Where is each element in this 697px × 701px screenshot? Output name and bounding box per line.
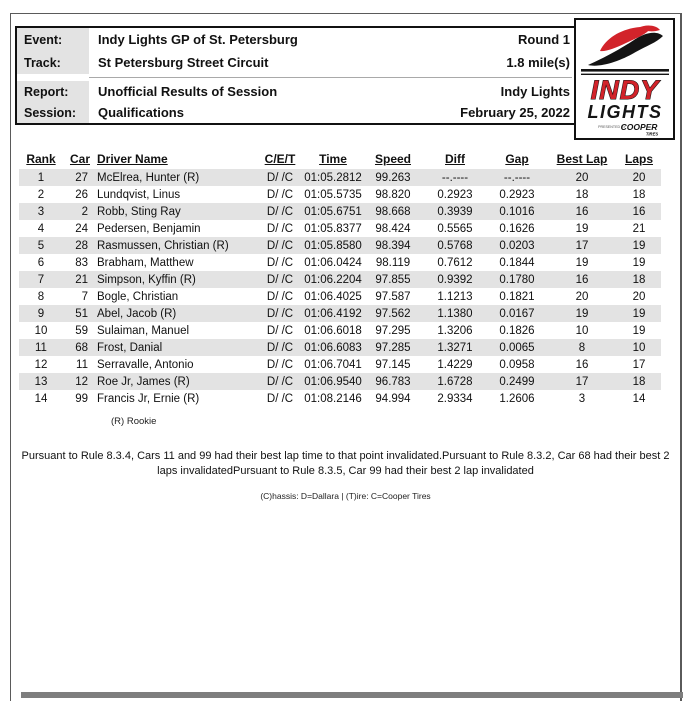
- cell-cet: D/ /C: [266, 375, 294, 388]
- result-row: [19, 237, 661, 254]
- cell-diff: 0.3939: [437, 205, 473, 218]
- cell-cet: D/ /C: [266, 222, 294, 235]
- col-header-time-label: Time: [319, 152, 347, 166]
- rules-note: Pursuant to Rule 8.3.4, Cars 11 and 99 had their best lap time to that point invalidated.Pursuant to Rule 8.3.2, Car 68 had their best 2 laps invalidatedPursuant to Rule 8.3.5, Car 99 had their best 2 lap invalidated: [21, 450, 670, 477]
- result-row: [19, 169, 661, 186]
- cell-time: 01:06.2204: [304, 273, 362, 286]
- cell-time: 01:08.2146: [304, 392, 362, 405]
- result-row: [19, 322, 661, 339]
- cell-driver: McElrea, Hunter (R): [97, 171, 200, 184]
- cell-speed: 97.145: [375, 358, 411, 371]
- date-value: February 25, 2022: [460, 105, 570, 120]
- cell-car: 83: [75, 256, 88, 269]
- cell-car: 59: [75, 324, 88, 337]
- event-label: Event:: [17, 28, 89, 51]
- cell-gap: --.----: [503, 171, 531, 184]
- cell-car: 24: [75, 222, 88, 235]
- col-header-car-label: Car: [69, 152, 90, 166]
- event-info-header: [15, 26, 621, 125]
- cell-diff: 1.1380: [437, 307, 473, 320]
- cell-laps: 20: [632, 171, 646, 184]
- cell-laps: 10: [632, 341, 646, 354]
- event-value: Indy Lights GP of St. Petersburg: [98, 32, 298, 47]
- logo-text-tires: TIRES: [645, 131, 659, 137]
- cell-best-lap: 16: [575, 273, 589, 286]
- cell-rank: 8: [37, 290, 45, 303]
- cell-car: 7: [81, 290, 88, 303]
- col-header-driver-label: Driver Name: [97, 152, 168, 166]
- cell-rank: 1: [37, 171, 45, 184]
- cell-speed: 96.783: [375, 375, 411, 388]
- rookie-note: (R) Rookie: [111, 416, 157, 427]
- cell-rank: 5: [37, 239, 45, 252]
- col-header-cet-label: C/E/T: [264, 152, 296, 166]
- cell-gap: 0.2923: [499, 188, 535, 201]
- result-row: [19, 288, 661, 305]
- cell-gap: 0.2499: [499, 375, 535, 388]
- cell-gap: 0.0065: [499, 341, 535, 354]
- cell-time: 01:06.6018: [304, 324, 362, 337]
- cell-gap: 0.1016: [499, 205, 535, 218]
- cell-time: 01:06.4025: [304, 290, 362, 303]
- cell-rank: 3: [37, 205, 45, 218]
- result-row: [19, 390, 661, 407]
- cell-best-lap: 20: [575, 290, 589, 303]
- cell-driver: Simpson, Kyffin (R): [97, 273, 196, 286]
- cell-gap: 0.1844: [499, 256, 535, 269]
- cell-speed: 98.119: [375, 256, 411, 269]
- cell-laps: 14: [632, 392, 646, 405]
- track-label: Track:: [17, 51, 89, 74]
- cell-diff: 0.9392: [437, 273, 473, 286]
- cell-speed: 98.820: [375, 188, 411, 201]
- cell-gap: 0.1780: [499, 273, 535, 286]
- cell-driver: Pedersen, Benjamin: [97, 222, 201, 235]
- cell-best-lap: 19: [575, 222, 589, 235]
- report-row: [17, 81, 619, 102]
- results-table: [19, 149, 661, 407]
- cell-gap: 0.0958: [499, 358, 535, 371]
- cell-best-lap: 20: [575, 171, 589, 184]
- cell-time: 01:06.7041: [304, 358, 362, 371]
- cell-diff: 0.2923: [437, 188, 473, 201]
- cell-gap: 0.1821: [499, 290, 535, 303]
- report-label: Report:: [17, 81, 89, 102]
- track-row: [17, 51, 619, 74]
- cell-laps: 19: [632, 256, 646, 269]
- cell-car: 26: [75, 188, 88, 201]
- col-header-diff-label: Diff: [445, 152, 465, 166]
- cell-cet: D/ /C: [266, 290, 294, 303]
- divider-line: [89, 77, 572, 78]
- cell-time: 01:06.9540: [304, 375, 362, 388]
- cell-rank: 14: [34, 392, 48, 405]
- cell-gap: 0.1626: [499, 222, 535, 235]
- cell-time: 01:06.0424: [304, 256, 362, 269]
- col-header-best-lap-label: Best Lap: [556, 152, 608, 166]
- cell-laps: 18: [632, 273, 646, 286]
- cell-gap: 1.2606: [499, 392, 535, 405]
- cell-driver: Frost, Danial: [97, 341, 163, 354]
- cell-cet: D/ /C: [266, 188, 294, 201]
- cell-cet: D/ /C: [266, 324, 294, 337]
- cell-rank: 11: [35, 341, 47, 354]
- cell-car: 99: [75, 392, 88, 405]
- cell-driver: Roe Jr, James (R): [97, 375, 190, 388]
- cell-driver: Brabham, Matthew: [97, 256, 194, 269]
- cell-driver: Robb, Sting Ray: [97, 205, 181, 218]
- cell-best-lap: 19: [575, 256, 589, 269]
- cell-rank: 12: [34, 358, 48, 371]
- cell-time: 01:06.6083: [304, 341, 362, 354]
- cell-driver: Lundqvist, Linus: [97, 188, 181, 201]
- page-shadow: [21, 692, 683, 698]
- cell-time: 01:05.2812: [304, 171, 362, 184]
- cell-laps: 21: [632, 222, 646, 235]
- cell-rank: 4: [37, 222, 45, 235]
- cell-driver: Bogle, Christian: [97, 290, 179, 303]
- logo-text-presented-by: PRESENTED BY: [598, 125, 626, 129]
- cell-cet: D/ /C: [266, 392, 294, 405]
- cell-gap: 0.1826: [499, 324, 535, 337]
- cell-laps: 16: [632, 205, 646, 218]
- cell-driver: Serravalle, Antonio: [97, 358, 194, 371]
- cell-car: 28: [75, 239, 88, 252]
- cell-rank: 9: [37, 307, 45, 320]
- cell-time: 01:06.4192: [304, 307, 362, 320]
- col-header-diff: [423, 149, 487, 169]
- cell-speed: 98.668: [375, 205, 411, 218]
- cell-diff: 0.7612: [437, 256, 473, 269]
- cell-laps: 18: [632, 375, 646, 388]
- results-header-row: [19, 149, 661, 169]
- cell-gap: 0.0167: [499, 307, 535, 320]
- result-row: [19, 203, 661, 220]
- cell-time: 01:05.8377: [304, 222, 362, 235]
- cell-best-lap: 19: [575, 307, 589, 320]
- col-header-car: [63, 149, 95, 169]
- col-header-gap: [487, 149, 547, 169]
- cell-speed: 97.855: [375, 273, 411, 286]
- result-row: [19, 271, 661, 288]
- cell-cet: D/ /C: [266, 273, 294, 286]
- cell-best-lap: 3: [578, 392, 586, 405]
- col-header-laps-label: Laps: [624, 152, 653, 166]
- cell-cet: D/ /C: [266, 171, 294, 184]
- cell-best-lap: 8: [578, 341, 586, 354]
- session-value: Qualifications: [98, 105, 184, 120]
- cell-diff: 0.5565: [437, 222, 473, 235]
- cell-car: 12: [75, 375, 88, 388]
- col-header-driver: [95, 149, 257, 169]
- event-row: [17, 28, 619, 51]
- col-header-rank: [19, 149, 63, 169]
- cell-laps: 20: [632, 290, 646, 303]
- document-page: [10, 13, 682, 701]
- cell-driver: Francis Jr, Ernie (R): [97, 392, 200, 405]
- cell-best-lap: 16: [575, 205, 589, 218]
- cell-best-lap: 16: [575, 358, 589, 371]
- cell-laps: 19: [632, 307, 646, 320]
- cell-speed: 97.285: [375, 341, 411, 354]
- cell-rank: 2: [37, 188, 45, 201]
- cell-laps: 19: [632, 239, 646, 252]
- cell-speed: 98.424: [375, 222, 411, 235]
- cell-diff: 1.4229: [437, 358, 473, 371]
- cell-cet: D/ /C: [266, 358, 294, 371]
- cell-diff: 1.1213: [437, 290, 473, 303]
- cell-speed: 94.994: [375, 392, 411, 405]
- cell-diff: 1.3206: [437, 324, 473, 337]
- legend-note: (C)hassis: D=Dallara | (T)ire: C=Cooper Tires: [260, 491, 431, 502]
- logo-text-indy: INDY: [590, 75, 660, 105]
- col-header-time: [303, 149, 363, 169]
- cell-car: 27: [75, 171, 88, 184]
- cell-car: 21: [75, 273, 88, 286]
- result-row: [19, 373, 661, 390]
- result-row: [19, 220, 661, 237]
- col-header-speed: [363, 149, 423, 169]
- cell-car: 51: [75, 307, 88, 320]
- cell-best-lap: 18: [575, 188, 589, 201]
- col-header-rank-label: Rank: [26, 152, 56, 166]
- result-row: [19, 254, 661, 271]
- session-row: [17, 102, 619, 123]
- track-length-value: 1.8 mile(s): [506, 55, 570, 70]
- cell-cet: D/ /C: [266, 256, 294, 269]
- cell-speed: 99.263: [375, 171, 411, 184]
- cell-diff: 2.9334: [437, 392, 473, 405]
- cell-car: 11: [76, 358, 88, 371]
- result-row: [19, 356, 661, 373]
- cell-cet: D/ /C: [266, 239, 294, 252]
- col-header-cet: [257, 149, 303, 169]
- session-label: Session:: [17, 102, 89, 123]
- col-header-speed-label: Speed: [374, 152, 411, 166]
- cell-driver: Abel, Jacob (R): [97, 307, 177, 320]
- cell-laps: 19: [632, 324, 646, 337]
- cell-time: 01:05.8580: [304, 239, 362, 252]
- cell-diff: 1.6728: [437, 375, 473, 388]
- cell-speed: 98.394: [375, 239, 411, 252]
- cell-speed: 97.562: [375, 307, 411, 320]
- cell-rank: 13: [34, 375, 48, 388]
- cell-diff: --.----: [441, 171, 469, 184]
- round-value: Round 1: [518, 32, 570, 47]
- cell-time: 01:05.5735: [304, 188, 362, 201]
- cell-best-lap: 10: [575, 324, 589, 337]
- cell-diff: 0.5768: [437, 239, 473, 252]
- logo-bar-top: [581, 69, 669, 72]
- logo-text-cooper: COOPER: [620, 122, 658, 132]
- series-value: Indy Lights: [500, 84, 570, 99]
- cell-rank: 7: [37, 273, 45, 286]
- result-row: [19, 186, 661, 203]
- cell-speed: 97.587: [375, 290, 411, 303]
- logo-text-lights: LIGHTS: [587, 102, 663, 122]
- indy-lights-logo: [574, 18, 675, 140]
- cell-rank: 10: [34, 324, 48, 337]
- results-table-body: [19, 169, 661, 407]
- col-header-best-lap: [547, 149, 617, 169]
- header-section-divider: [17, 74, 619, 81]
- result-row: [19, 339, 661, 356]
- col-header-laps: [617, 149, 661, 169]
- cell-cet: D/ /C: [266, 205, 294, 218]
- cell-diff: 1.3271: [437, 341, 473, 354]
- cell-cet: D/ /C: [266, 307, 294, 320]
- result-row: [19, 305, 661, 322]
- cell-time: 01:05.6751: [304, 205, 362, 218]
- cell-best-lap: 17: [575, 375, 589, 388]
- cell-driver: Sulaiman, Manuel: [97, 324, 190, 337]
- cell-car: 2: [81, 205, 88, 218]
- cell-speed: 97.295: [375, 324, 411, 337]
- cell-laps: 18: [632, 188, 646, 201]
- report-value: Unofficial Results of Session: [98, 84, 278, 99]
- cell-cet: D/ /C: [266, 341, 294, 354]
- indy-lights-logo-graphic: [576, 20, 673, 138]
- track-value: St Petersburg Street Circuit: [98, 55, 269, 70]
- cell-car: 68: [75, 341, 88, 354]
- cell-driver: Rasmussen, Christian (R): [97, 239, 229, 252]
- cell-laps: 17: [632, 358, 646, 371]
- divider-left-spacer: [17, 74, 89, 81]
- cell-rank: 6: [37, 256, 45, 269]
- cell-gap: 0.0203: [499, 239, 535, 252]
- cell-best-lap: 17: [575, 239, 589, 252]
- col-header-gap-label: Gap: [505, 152, 529, 166]
